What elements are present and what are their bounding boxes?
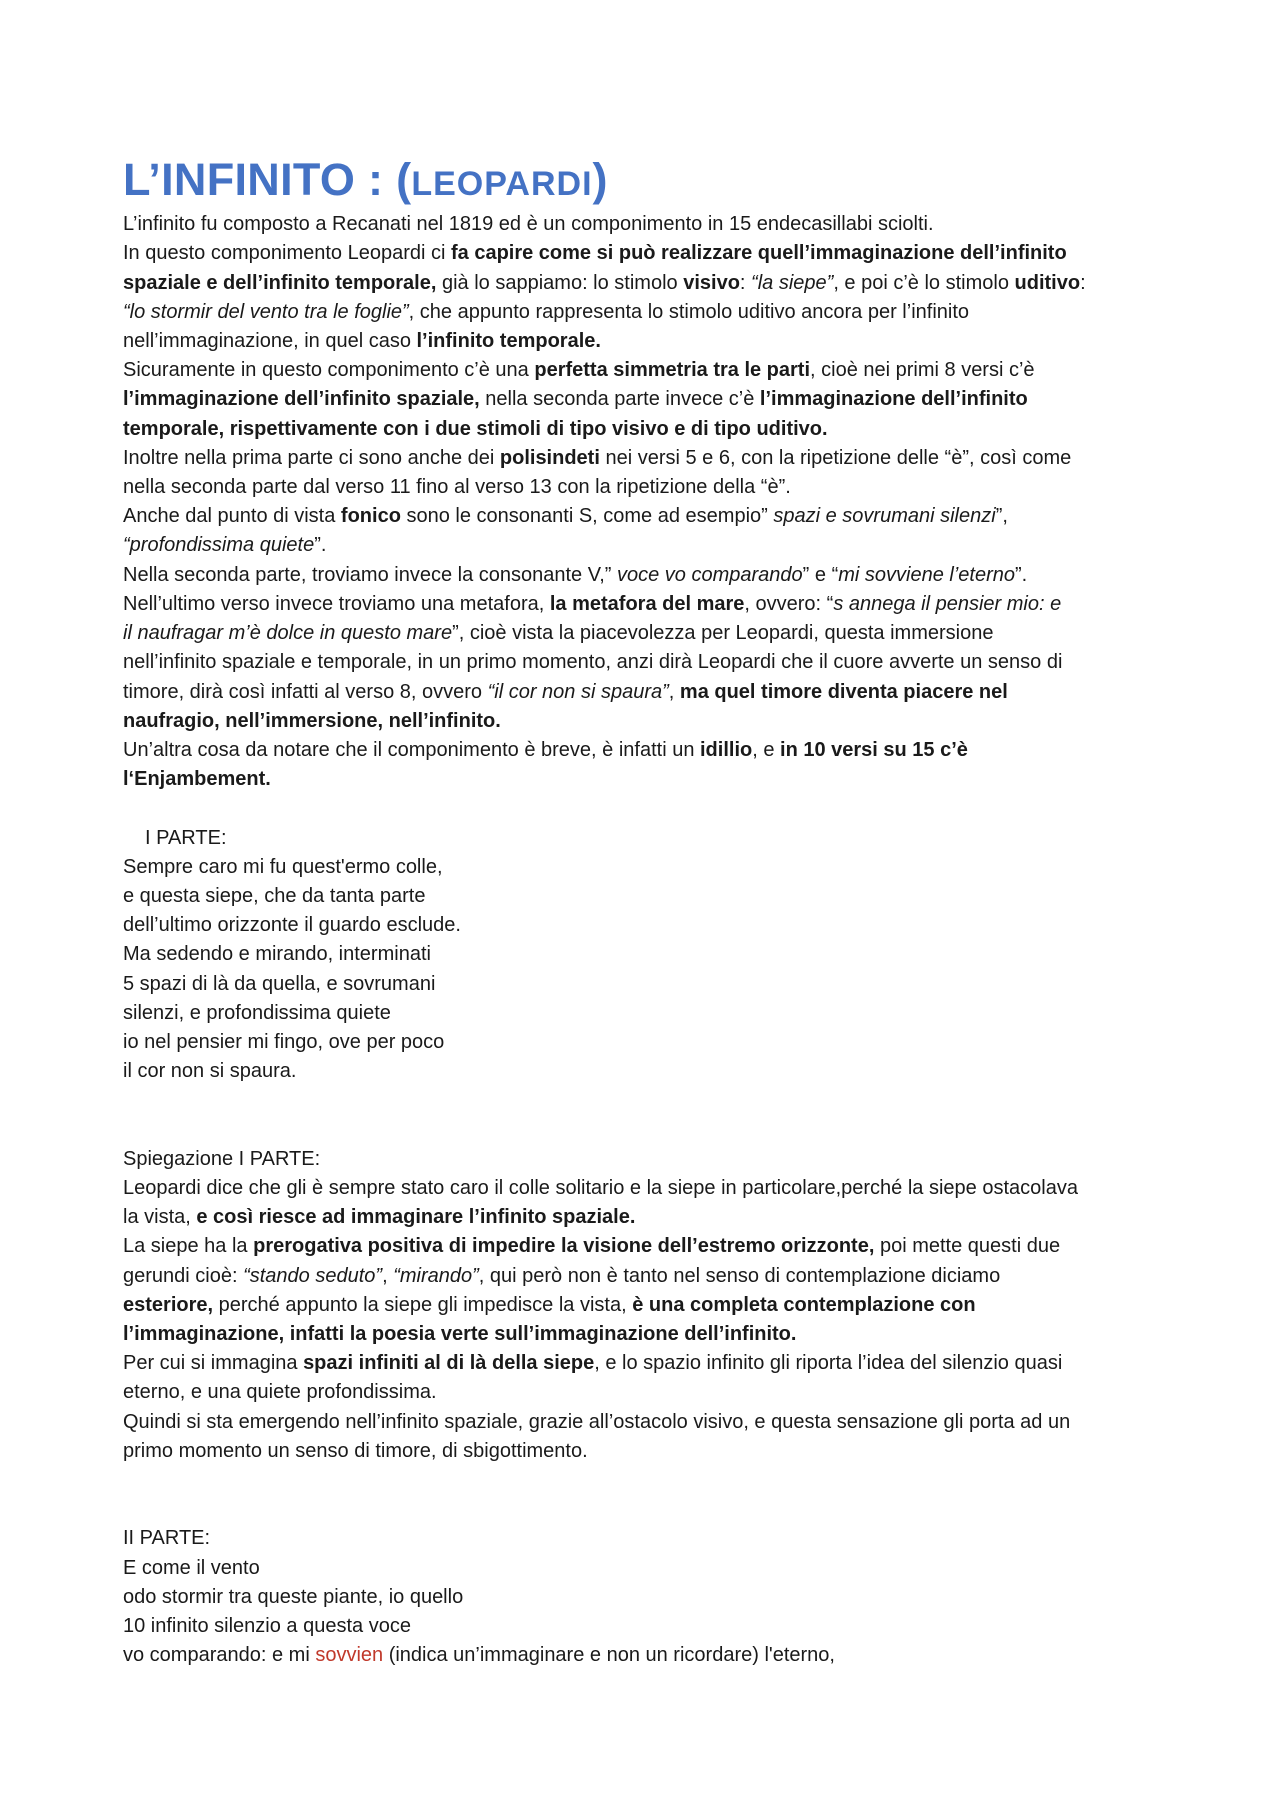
paragraph-line: Inoltre nella prima parte ci sono anche dei polisindeti nei versi 5 e 6, con la ripetizione delle “è”, così come: [123, 446, 1072, 469]
paragraph-line: “profondissima quiete”.: [123, 534, 327, 557]
part2-section: [123, 1524, 1170, 1670]
verse-line: dell’ultimo orizzonte il guardo esclude.: [123, 914, 461, 937]
verse-line: e questa siepe, che da tanta parte: [123, 884, 426, 907]
paragraph-line: temporale, rispettivamente con i due stimoli di tipo visivo e di tipo uditivo.: [123, 417, 828, 440]
verse-line: odo stormir tra queste piante, io quello: [123, 1585, 464, 1608]
spiegazione1-section: [123, 1145, 1170, 1466]
verse-line: Sempre caro mi fu quest'ermo colle,: [123, 855, 443, 878]
paragraph-line: l‘Enjambement.: [123, 768, 271, 791]
paragraph-line: Quindi si sta emergendo nell’infinito spaziale, grazie all’ostacolo visivo, e questa sensazione gli porta ad un: [123, 1410, 1071, 1433]
verse-line: E come il vento: [123, 1556, 260, 1579]
blank-line: [123, 1116, 1170, 1145]
paragraph-line: gerundi cioè: “stando seduto”, “mirando”, qui però non è tanto nel senso di contemplazione diciamo: [123, 1264, 1001, 1287]
title-smallcaps: LEOPARDI: [411, 165, 593, 203]
blank-line: [123, 1466, 1170, 1495]
verse-line: vo comparando: e mi sovvien (indica un’immaginare e non un ricordare) l'eterno,: [123, 1644, 835, 1667]
blank-line: [123, 1086, 1170, 1115]
part1-section: [123, 824, 1170, 1087]
paragraph-line: nella seconda parte dal verso 11 fino al verso 13 con la ripetizione della “è”.: [123, 476, 791, 499]
paragraph-line: l’immaginazione, infatti la poesia verte sull’immaginazione dell’infinito.: [123, 1322, 797, 1345]
paragraph-line: In questo componimento Leopardi ci fa capire come si può realizzare quell’immaginazione dell’infinito: [123, 242, 1067, 265]
verse-line: il cor non si spaura.: [123, 1060, 297, 1083]
verse-line: 10 infinito silenzio a questa voce: [123, 1614, 411, 1637]
paragraph-line: La siepe ha la prerogativa positiva di impedire la visione dell’estremo orizzonte, poi mette questi due: [123, 1235, 1061, 1258]
paragraph-line: la vista, e così riesce ad immaginare l’infinito spaziale.: [123, 1206, 636, 1229]
highlighted-word: sovvien: [315, 1644, 384, 1667]
paragraph-line: “lo stormir del vento tra le foglie”, che appunto rappresenta lo stimolo uditivo ancora per l’infinito: [123, 300, 970, 323]
paragraph-line: timore, dirà così infatti al verso 8, ovvero “il cor non si spaura”, ma quel timore diventa piacere nel: [123, 680, 1008, 703]
paragraph-line: Anche dal punto di vista fonico sono le consonanti S, come ad esempio” spazi e sovrumani silenzi”,: [123, 505, 1008, 528]
blank-line: [123, 1495, 1170, 1524]
paragraph-line: Per cui si immagina spazi infiniti al di là della siepe, e lo spazio infinito gli riporta l’idea del silenzio quasi: [123, 1352, 1063, 1375]
paragraph-line: il naufragar m’è dolce in questo mare”, cioè vista la piacevolezza per Leopardi, questa immersione: [123, 622, 994, 645]
paragraph-line: l’immaginazione dell’infinito spaziale, nella seconda parte invece c’è l’immaginazione dell’infinito: [123, 388, 1028, 411]
paragraph-line: eterno, e una quiete profondissima.: [123, 1381, 437, 1404]
verse-line: 5 spazi di là da quella, e sovrumani: [123, 972, 436, 995]
paragraph-line: Un’altra cosa da notare che il componimento è breve, è infatti un idillio, e in 10 versi su 15 c’è: [123, 738, 968, 761]
paragraph-line: naufragio, nell’immersione, nell’infinito.: [123, 709, 501, 732]
spiegazione-heading: Spiegazione I PARTE:: [123, 1147, 321, 1170]
paragraph-line: Sicuramente in questo componimento c’è una perfetta simmetria tra le parti, cioè nei primi 8 versi c’è: [123, 359, 1035, 382]
verse-line: Ma sedendo e mirando, interminati: [123, 943, 431, 966]
verse-line: io nel pensier mi fingo, ove per poco: [123, 1030, 445, 1053]
blank-line: [123, 794, 1170, 823]
paragraph-line: Nell’ultimo verso invece troviamo una metafora, la metafora del mare, ovvero: “s annega il pensier mio: e: [123, 592, 1062, 615]
paragraph-line: primo momento un senso di timore, di sbigottimento.: [123, 1439, 588, 1462]
paragraph-line: spaziale e dell’infinito temporale, già lo sappiamo: lo stimolo visivo: “la siepe”, e poi c’è lo stimolo uditivo:: [123, 271, 1086, 294]
verse-line: silenzi, e profondissima quiete: [123, 1001, 391, 1024]
paragraph-line: nell’infinito spaziale e temporale, in un primo momento, anzi dirà Leopardi che il cuore avverte un senso di: [123, 651, 1063, 674]
paragraph-line: Leopardi dice che gli è sempre stato caro il colle solitario e la siepe in particolare,perché la siepe ostacolava: [123, 1176, 1078, 1199]
paragraph-line: L’infinito fu composto a Recanati nel 1819 ed è un componimento in 15 endecasillabi sciolti.: [123, 213, 934, 236]
paragraph-line: Nella seconda parte, troviamo invece la consonante V,” voce vo comparando” e “mi sovviene l’eterno”.: [123, 563, 1028, 586]
intro-section: [123, 210, 1170, 794]
part2-heading: II PARTE:: [123, 1527, 211, 1550]
paragraph-line: nell’immaginazione, in quel caso l’infinito temporale.: [123, 330, 601, 353]
page-title: L’INFINITO : (LEOPARDI): [123, 154, 608, 205]
paragraph-line: esteriore, perché appunto la siepe gli impedisce la vista, è una completa contemplazione con: [123, 1293, 976, 1316]
part1-heading: I PARTE:: [145, 826, 227, 849]
